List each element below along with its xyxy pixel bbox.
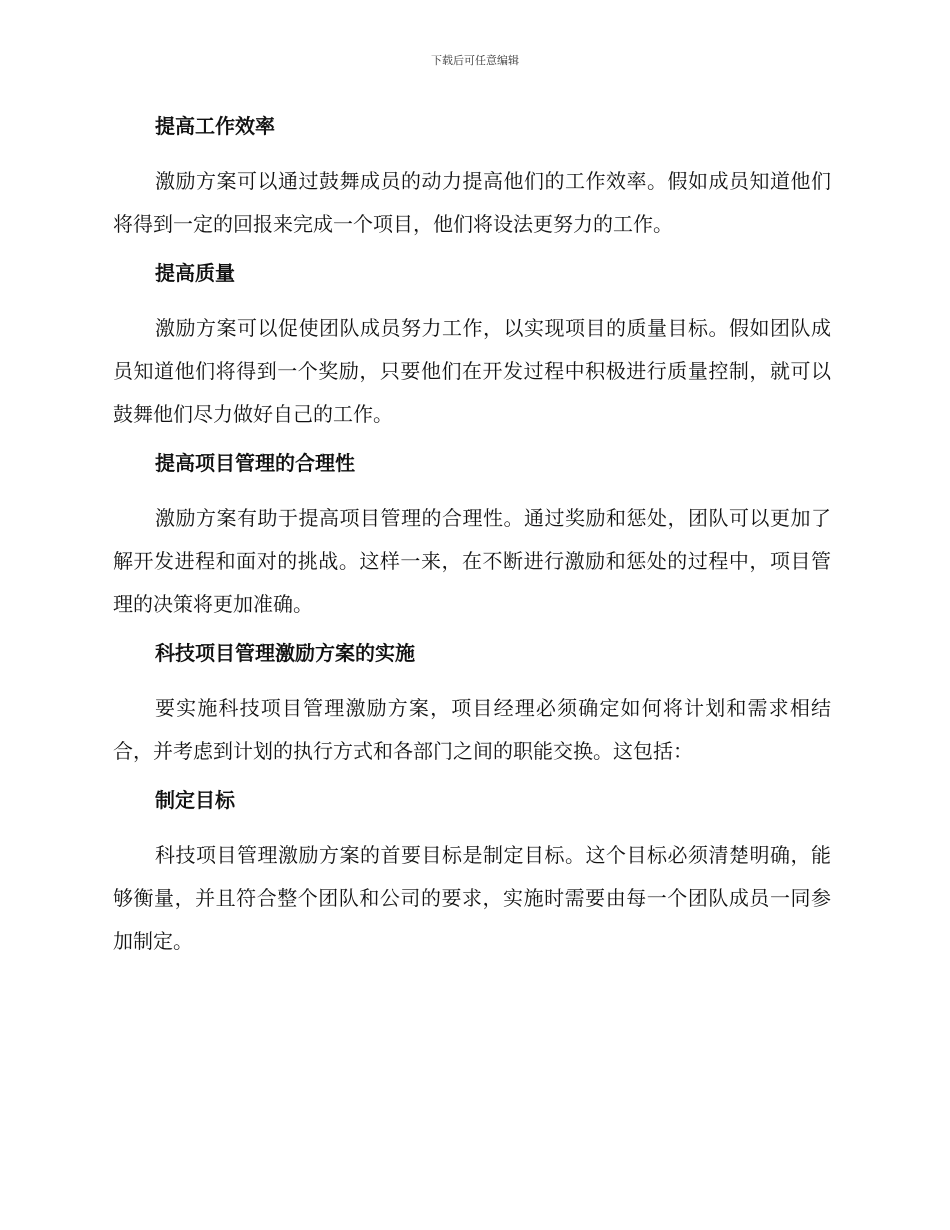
section-paragraph: 激励方案可以通过鼓舞成员的动力提高他们的工作效率。假如成员知道他们将得到一定的回报来完成一个项目，他们将设法更努力的工作。 — [113, 169, 831, 236]
section-quality — [113, 257, 831, 436]
section-heading: 制定目标 — [155, 788, 235, 812]
section-paragraph: 要实施科技项目管理激励方案，项目经理必须确定如何将计划和需求相结合，并考虑到计划的执行方式和各部门之间的职能交换。这包括： — [113, 696, 831, 763]
section-heading: 提高项目管理的合理性 — [155, 451, 355, 475]
section-paragraph: 激励方案可以促使团队成员努力工作，以实现项目的质量目标。假如团队成员知道他们将得到一个奖励，只要他们在开发过程中积极进行质量控制，就可以鼓舞他们尽力做好自己的工作。 — [113, 316, 831, 426]
section-paragraph: 激励方案有助于提高项目管理的合理性。通过奖励和惩处，团队可以更加了解开发进程和面对的挑战。这样一来，在不断进行激励和惩处的过程中，项目管理的决策将更加准确。 — [113, 506, 831, 616]
section-set-goals — [113, 784, 831, 963]
page-header: 下载后可任意编辑 — [431, 54, 519, 67]
section-heading: 科技项目管理激励方案的实施 — [155, 641, 415, 665]
document-body — [113, 110, 831, 974]
section-paragraph: 科技项目管理激励方案的首要目标是制定目标。这个目标必须清楚明确，能够衡量，并且符合整个团队和公司的要求，实施时需要由每一个团队成员一同参加制定。 — [113, 843, 831, 953]
section-heading: 提高工作效率 — [155, 114, 275, 138]
section-implementation — [113, 637, 831, 773]
section-heading: 提高质量 — [155, 261, 235, 285]
section-management-rationality — [113, 447, 831, 626]
section-work-efficiency — [113, 110, 831, 246]
